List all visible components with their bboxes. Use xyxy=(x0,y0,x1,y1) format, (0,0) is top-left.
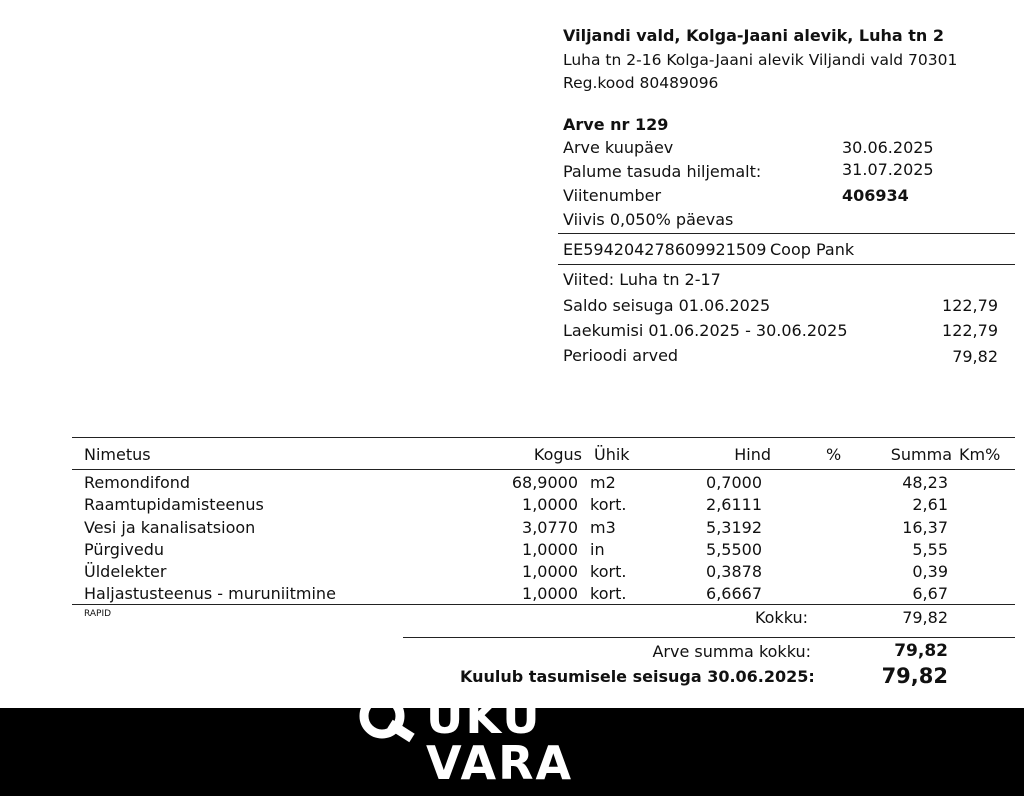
summary-row-label: Saldo seisuga 01.06.2025 xyxy=(563,296,771,315)
table-total-value: 79,82 xyxy=(902,608,948,627)
invoice-sum-value: 79,82 xyxy=(894,641,948,661)
invoice-penalty: Viivis 0,050% päevas xyxy=(563,210,734,229)
col-header-qty: Kogus xyxy=(533,445,582,464)
invoice-ref-label: Viitenumber xyxy=(563,186,662,205)
table-row-qty: 1,0000 xyxy=(522,584,578,603)
table-row-unit: m2 xyxy=(590,473,616,492)
table-row-sum: 2,61 xyxy=(912,495,948,514)
bank-name: Coop Pank xyxy=(770,240,855,259)
table-row-price: 5,3192 xyxy=(706,518,762,537)
invoice-sum-label: Arve summa kokku: xyxy=(652,642,811,661)
table-total-label: Kokku: xyxy=(754,608,808,627)
table-row-sum: 48,23 xyxy=(902,473,948,492)
table-row-qty: 1,0000 xyxy=(522,540,578,559)
table-row-unit: in xyxy=(590,540,605,559)
table-row-qty: 1,0000 xyxy=(522,562,578,581)
table-row-name: Vesi ja kanalisatsioon xyxy=(84,518,256,537)
table-row-qty: 3,0770 xyxy=(522,518,578,537)
bank-iban: EE594204278609921509 xyxy=(563,240,767,259)
table-row-qty: 1,0000 xyxy=(522,495,578,514)
table-top-border xyxy=(72,437,1015,438)
invoice-due-value: 31.07.2025 xyxy=(842,160,934,179)
table-bottom-border xyxy=(72,604,1015,605)
divider xyxy=(558,233,1015,234)
table-header-border xyxy=(72,469,1015,470)
summary-row-value: 79,82 xyxy=(952,347,998,366)
table-row-sum: 5,55 xyxy=(912,540,948,559)
table-row-unit: kort. xyxy=(590,584,627,603)
table-row-sum: 0,39 xyxy=(912,562,948,581)
table-row-price: 0,7000 xyxy=(706,473,762,492)
table-row-name: Raamtupidamisteenus xyxy=(84,495,264,514)
table-row-sum: 16,37 xyxy=(902,518,948,537)
divider xyxy=(558,264,1015,265)
table-row-unit: m3 xyxy=(590,518,616,537)
summary-row-label: Perioodi arved xyxy=(563,346,679,365)
invoice-date-label: Arve kuupäev xyxy=(563,138,674,157)
table-row-name: Remondifond xyxy=(84,473,191,492)
table-row-price: 0,3878 xyxy=(706,562,762,581)
table-row-price: 2,6111 xyxy=(706,495,762,514)
col-header-unit: Ühik xyxy=(594,445,630,464)
summary-row-value: 122,79 xyxy=(942,296,998,315)
watermark-logo-icon xyxy=(352,688,422,738)
summary-refs: Viited: Luha tn 2-17 xyxy=(563,270,721,289)
table-row-name: Pürgivedu xyxy=(84,540,165,559)
watermark xyxy=(352,688,682,790)
table-row-name: Haljastusteenus - muruniitmine xyxy=(84,584,336,603)
table-row-sum: 6,67 xyxy=(912,584,948,603)
company-address: Luha tn 2-16 Kolga-Jaani alevik Viljandi vald 70301 xyxy=(563,51,958,69)
amount-due-label: Kuulub tasumisele seisuga 30.06.2025: xyxy=(460,667,815,686)
watermark-text: UKU VARA xyxy=(426,690,574,790)
invoice-title: Arve nr 129 xyxy=(563,115,669,134)
company-name: Viljandi vald, Kolga-Jaani alevik, Luha tn 2 xyxy=(563,26,944,45)
table-row-price: 6,6667 xyxy=(706,584,762,603)
table-row-unit: kort. xyxy=(590,562,627,581)
summary-row-value: 122,79 xyxy=(942,321,998,340)
table-row-name: Üldelekter xyxy=(84,562,167,581)
table-row-price: 5,5500 xyxy=(706,540,762,559)
col-header-vat: Km% xyxy=(959,445,1001,464)
divider xyxy=(403,637,1015,638)
col-header-sum: Summa xyxy=(890,445,952,464)
summary-row-label: Laekumisi 01.06.2025 - 30.06.2025 xyxy=(563,321,848,340)
amount-due-value: 79,82 xyxy=(881,664,948,688)
invoice-date-value: 30.06.2025 xyxy=(842,138,934,157)
footnote: RAPID xyxy=(84,609,112,619)
invoice-due-label: Palume tasuda hiljemalt: xyxy=(563,162,762,181)
table-row-qty: 68,9000 xyxy=(511,473,578,492)
col-header-pct: % xyxy=(826,445,842,464)
table-row-unit: kort. xyxy=(590,495,627,514)
invoice-ref-value: 406934 xyxy=(842,186,909,205)
col-header-name: Nimetus xyxy=(84,445,151,464)
col-header-price: Hind xyxy=(734,445,771,464)
company-regcode: Reg.kood 80489096 xyxy=(563,74,719,92)
